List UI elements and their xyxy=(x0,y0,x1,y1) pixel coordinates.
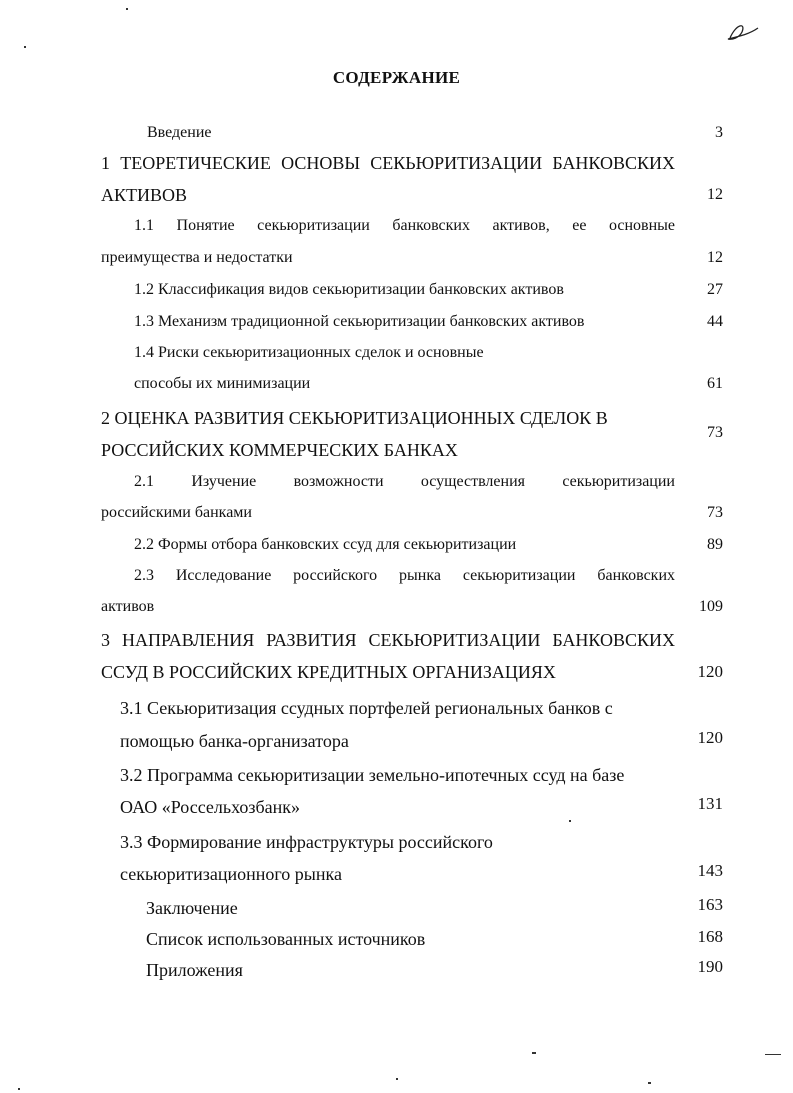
toc-ch3-page: 120 xyxy=(697,662,723,681)
page-title: СОДЕРЖАНИЕ xyxy=(332,68,461,87)
toc-intro-text: Введение xyxy=(147,124,212,141)
toc-3-2-line1: 3.2 Программа секьюритизации земельно-ипотечных ссуд на базе xyxy=(120,765,625,785)
toc-2-3-line2: активов xyxy=(101,598,155,615)
toc-ch3-line1: 3 НАПРАВЛЕНИЯ РАЗВИТИЯ СЕКЬЮРИТИЗАЦИИ БАНКОВСКИХ xyxy=(101,630,675,650)
toc-1-1-line1: 1.1 Понятие секьюритизации банковских активов, ее основные xyxy=(134,217,675,234)
toc-2-3-line1: 2.3 Исследование российского рынка секьюритизации банковских xyxy=(134,567,675,584)
toc-ch1-page: 12 xyxy=(707,186,723,203)
scan-speck xyxy=(532,1052,536,1054)
toc-sources-page: 168 xyxy=(697,927,723,946)
toc-ch2-line2: РОССИЙСКИХ КОММЕРЧЕСКИХ БАНКАХ xyxy=(101,440,458,460)
toc-1-3-page: 44 xyxy=(707,313,723,330)
scan-speck xyxy=(24,46,26,48)
toc-3-3-line2: секьюритизационного рынка xyxy=(120,864,342,884)
toc-ch2-line1: 2 ОЦЕНКА РАЗВИТИЯ СЕКЬЮРИТИЗАЦИОННЫХ СДЕЛОК В xyxy=(101,408,608,428)
scan-speck xyxy=(569,820,571,822)
toc-2-1-page: 73 xyxy=(707,504,723,521)
toc-2-3-page: 109 xyxy=(699,598,723,615)
toc-1-2-page: 27 xyxy=(707,281,723,298)
toc-3-1-line1: 3.1 Секьюритизация ссудных портфелей региональных банков с xyxy=(120,698,613,718)
toc-1-1-page: 12 xyxy=(707,249,723,266)
toc-3-1-line2: помощью банка-организатора xyxy=(120,731,349,751)
toc-1-3-text: 1.3 Механизм традиционной секьюритизации банковских активов xyxy=(134,313,585,330)
toc-2-1-line2: российскими банками xyxy=(101,504,252,521)
toc-intro-page: 3 xyxy=(715,124,723,141)
toc-conclusion-text: Заключение xyxy=(146,898,238,918)
toc-3-2-line2: ОАО «Россельхозбанк» xyxy=(120,797,301,817)
toc-2-1-line1: 2.1 Изучение возможности осуществления секьюритизации xyxy=(134,473,675,490)
toc-appendix-page: 190 xyxy=(697,957,723,976)
toc-appendix-text: Приложения xyxy=(146,960,243,980)
handwritten-page-mark xyxy=(722,18,762,44)
toc-sources-text: Список использованных источников xyxy=(146,929,426,949)
toc-1-1-line2: преимущества и недостатки xyxy=(101,249,293,266)
toc-1-2-text: 1.2 Классификация видов секьюритизации банковских активов xyxy=(134,281,564,298)
scan-speck xyxy=(648,1082,651,1084)
toc-conclusion-page: 163 xyxy=(697,895,723,914)
toc-3-2-page: 131 xyxy=(697,794,723,813)
scan-speck xyxy=(126,8,128,10)
toc-1-4-line1: 1.4 Риски секьюритизационных сделок и основные xyxy=(134,344,484,361)
toc-1-4-page: 61 xyxy=(707,375,723,392)
toc-2-2-page: 89 xyxy=(707,536,723,553)
toc-3-3-line1: 3.3 Формирование инфраструктуры российского xyxy=(120,832,493,852)
scan-speck xyxy=(765,1054,781,1055)
scan-speck xyxy=(18,1088,20,1090)
toc-3-1-page: 120 xyxy=(697,728,723,747)
toc-2-2-text: 2.2 Формы отбора банковских ссуд для секьюритизации xyxy=(134,536,517,553)
toc-3-3-page: 143 xyxy=(697,861,723,880)
toc-ch1-line2: АКТИВОВ xyxy=(101,185,188,205)
toc-ch2-page: 73 xyxy=(707,424,723,441)
toc-ch1-line1: 1 ТЕОРЕТИЧЕСКИЕ ОСНОВЫ СЕКЬЮРИТИЗАЦИИ БАНКОВСКИХ xyxy=(101,153,675,173)
toc-ch3-line2: ССУД В РОССИЙСКИХ КРЕДИТНЫХ ОРГАНИЗАЦИЯХ xyxy=(101,662,556,682)
toc-1-4-line2: способы их минимизации xyxy=(134,375,311,392)
scan-speck xyxy=(396,1078,398,1080)
